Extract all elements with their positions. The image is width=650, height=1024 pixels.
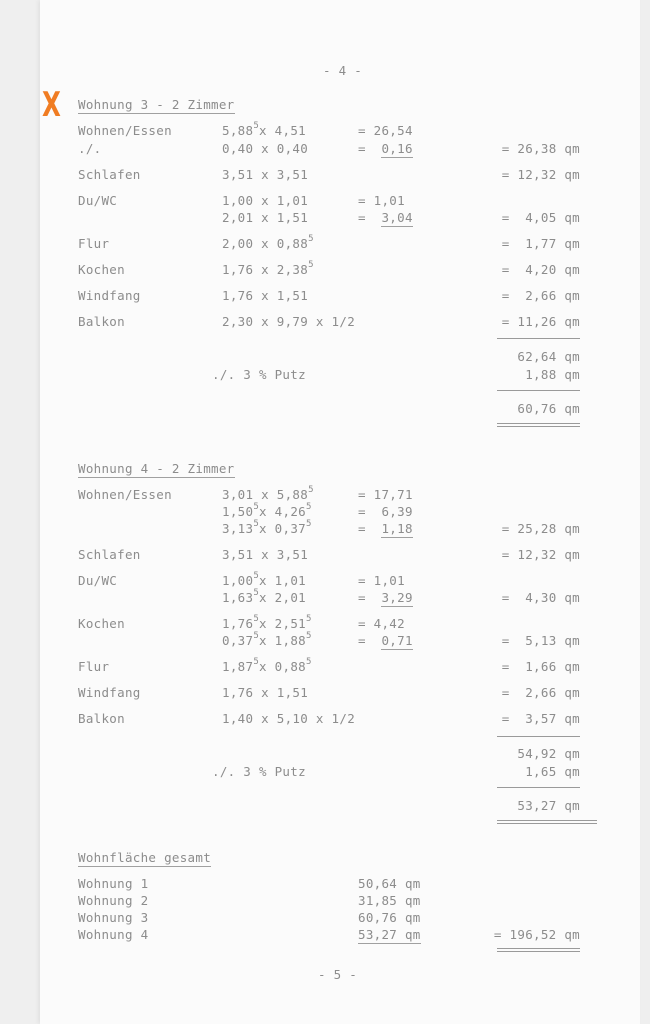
w4-wohnen-total: = 25,28 qm bbox=[501, 521, 580, 536]
w3-balkon-formula: 2,30 x 9,79 x 1/2 bbox=[222, 314, 356, 329]
w3-flur-formula: 2,00 x 0,88$^5$ bbox=[222, 234, 314, 251]
page-number-bottom: - 5 - bbox=[318, 967, 358, 982]
w3-wohnen-formula-1: 5,88$^5$x 4,51 bbox=[222, 121, 306, 138]
w3-double-rule bbox=[497, 423, 580, 427]
w4-wohnen-formula-3: 3,13$^5$x 0,37$^5$ bbox=[222, 519, 312, 536]
summary-value-1: 50,64 qm bbox=[358, 876, 421, 891]
w3-wohnen-total: = 26,38 qm bbox=[501, 141, 580, 156]
summary-label-3: Wohnung 3 bbox=[78, 910, 149, 925]
summary-heading: Wohnfläche gesamt bbox=[78, 850, 212, 865]
w4-kochen-result-1: = 4,42 bbox=[358, 616, 405, 631]
w4-windfang-total: = 2,66 qm bbox=[501, 685, 580, 700]
w3-windfang-label: Windfang bbox=[78, 288, 141, 303]
w4-wohnen-formula-2: 1,50$^5$x 4,26$^5$ bbox=[222, 502, 312, 519]
w3-wohnen-result-1: = 26,54 bbox=[358, 123, 413, 138]
w3-windfang-total: = 2,66 qm bbox=[501, 288, 580, 303]
w3-balkon-label: Balkon bbox=[78, 314, 125, 329]
w4-du-formula-2: 1,63$^5$x 2,01 bbox=[222, 588, 306, 605]
w4-balkon-formula: 1,40 x 5,10 x 1/2 bbox=[222, 711, 356, 726]
w4-putz-value: 1,65 qm bbox=[525, 764, 580, 779]
w3-schlafen-formula: 3,51 x 3,51 bbox=[222, 167, 309, 182]
w3-wohnen-formula-2: 0,40 x 0,40 bbox=[222, 141, 309, 156]
w3-balkon-total: = 11,26 qm bbox=[501, 314, 580, 329]
w4-windfang-label: Windfang bbox=[78, 685, 141, 700]
w3-heading: Wohnung 3 - 2 Zimmer bbox=[78, 97, 235, 112]
w4-schlafen-formula: 3,51 x 3,51 bbox=[222, 547, 309, 562]
w4-wohnen-result-1: = 17,71 bbox=[358, 487, 413, 502]
w3-sum: 62,64 qm bbox=[517, 349, 580, 364]
w4-du-result-2: = 3,29 bbox=[358, 590, 413, 605]
summary-label-2: Wohnung 2 bbox=[78, 893, 149, 908]
w3-wohnen-label: Wohnen/Essen bbox=[78, 123, 172, 138]
w4-kochen-total: = 5,13 qm bbox=[501, 633, 580, 648]
w4-kochen-formula-2: 0,37$^5$x 1,88$^5$ bbox=[222, 631, 312, 648]
w4-sum-rule bbox=[497, 736, 580, 737]
w4-wohnen-result-3: = 1,18 bbox=[358, 521, 413, 536]
w4-windfang-formula: 1,76 x 1,51 bbox=[222, 685, 309, 700]
summary-label-4: Wohnung 4 bbox=[78, 927, 149, 942]
w4-du-result-1: = 1,01 bbox=[358, 573, 405, 588]
w4-du-total: = 4,30 qm bbox=[501, 590, 580, 605]
summary-total: = 196,52 qm bbox=[493, 927, 580, 942]
w4-net-rule bbox=[497, 787, 580, 788]
w4-du-formula-1: 1,00$^5$x 1,01 bbox=[222, 571, 306, 588]
w4-schlafen-total: = 12,32 qm bbox=[501, 547, 580, 562]
w3-wohnen-result-2: = 0,16 bbox=[358, 141, 413, 156]
w3-du-formula-2: 2,01 x 1,51 bbox=[222, 210, 309, 225]
w4-flur-label: Flur bbox=[78, 659, 110, 674]
w4-net-total: 53,27 qm bbox=[517, 798, 580, 813]
w3-kochen-label: Kochen bbox=[78, 262, 125, 277]
w4-kochen-label: Kochen bbox=[78, 616, 125, 631]
w4-balkon-total: = 3,57 qm bbox=[501, 711, 580, 726]
w4-heading: Wohnung 4 - 2 Zimmer bbox=[78, 461, 235, 476]
w3-du-result-2: = 3,04 bbox=[358, 210, 413, 225]
w4-wohnen-result-2: = 6,39 bbox=[358, 504, 413, 519]
orange-x-mark: X bbox=[42, 85, 61, 125]
w3-du-result-1: = 1,01 bbox=[358, 193, 405, 208]
w4-flur-formula: 1,87$^5$x 0,88$^5$ bbox=[222, 657, 312, 674]
summary-label-1: Wohnung 1 bbox=[78, 876, 149, 891]
w3-flur-total: = 1,77 qm bbox=[501, 236, 580, 251]
w4-flur-total: = 1,66 qm bbox=[501, 659, 580, 674]
w3-putz-value: 1,88 qm bbox=[525, 367, 580, 382]
w4-wohnen-formula-1: 3,01 x 5,88$^5$ bbox=[222, 485, 314, 502]
page-number-top: - 4 - bbox=[323, 63, 363, 78]
w3-putz-label: ./. 3 % Putz bbox=[212, 367, 306, 382]
w3-flur-label: Flur bbox=[78, 236, 110, 251]
summary-double-rule bbox=[497, 948, 580, 952]
w3-kochen-formula: 1,76 x 2,38$^5$ bbox=[222, 260, 314, 277]
w3-sum-rule bbox=[497, 338, 580, 339]
w4-sum: 54,92 qm bbox=[517, 746, 580, 761]
w4-balkon-label: Balkon bbox=[78, 711, 125, 726]
w4-du-label: Du/WC bbox=[78, 573, 118, 588]
w4-kochen-result-2: = 0,71 bbox=[358, 633, 413, 648]
w4-schlafen-label: Schlafen bbox=[78, 547, 141, 562]
w3-du-total: = 4,05 qm bbox=[501, 210, 580, 225]
w3-net-total: 60,76 qm bbox=[517, 401, 580, 416]
w4-putz-label: ./. 3 % Putz bbox=[212, 764, 306, 779]
w3-schlafen-label: Schlafen bbox=[78, 167, 141, 182]
w3-windfang-formula: 1,76 x 1,51 bbox=[222, 288, 309, 303]
summary-value-4: 53,27 qm bbox=[358, 927, 421, 942]
w4-wohnen-label: Wohnen/Essen bbox=[78, 487, 172, 502]
w4-kochen-formula-1: 1,76$^5$x 2,51$^5$ bbox=[222, 614, 312, 631]
w3-net-rule bbox=[497, 390, 580, 391]
w3-du-formula-1: 1,00 x 1,01 bbox=[222, 193, 309, 208]
w3-kochen-total: = 4,20 qm bbox=[501, 262, 580, 277]
w3-minus-label: ./. bbox=[78, 141, 102, 156]
w3-du-label: Du/WC bbox=[78, 193, 118, 208]
summary-value-3: 60,76 qm bbox=[358, 910, 421, 925]
w3-schlafen-total: = 12,32 qm bbox=[501, 167, 580, 182]
w4-double-rule bbox=[497, 820, 597, 824]
summary-value-2: 31,85 qm bbox=[358, 893, 421, 908]
